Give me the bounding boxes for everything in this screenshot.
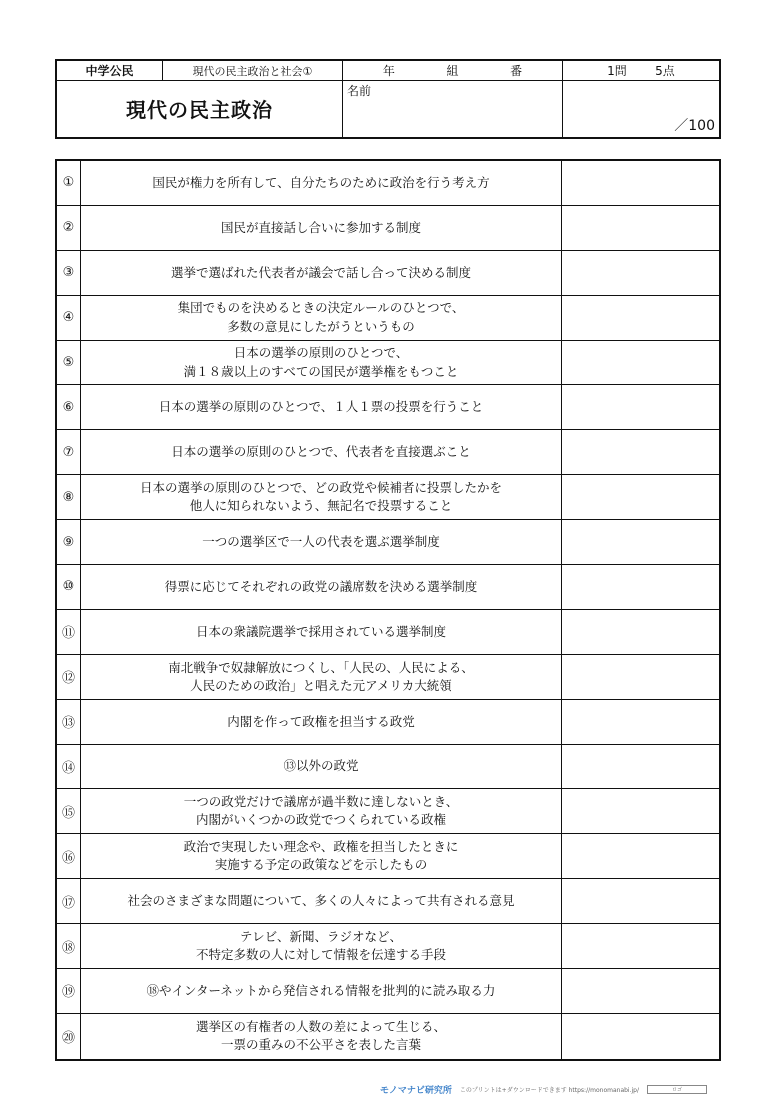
question-number: ⑯ — [57, 834, 81, 878]
question-row — [57, 565, 719, 610]
question-row — [57, 1014, 719, 1059]
header-main-row — [57, 80, 719, 137]
answer-cell[interactable] — [562, 251, 719, 295]
question-text: 日本の選挙の原則のひとつで、１人１票の投票を行うこと — [81, 385, 562, 429]
worksheet-header — [55, 59, 721, 139]
answer-cell[interactable] — [562, 475, 719, 519]
question-row — [57, 296, 719, 341]
question-number: ② — [57, 206, 81, 250]
question-row — [57, 161, 719, 206]
class-label: 組 — [446, 64, 459, 78]
name-label: 名前 — [347, 84, 372, 98]
answer-cell[interactable] — [562, 655, 719, 699]
name-field[interactable] — [343, 80, 563, 137]
question-row — [57, 700, 719, 745]
worksheet-title: 現代の民主政治 — [57, 80, 343, 137]
subject-label: 中学公民 — [57, 61, 163, 80]
answer-cell[interactable] — [562, 296, 719, 340]
answer-cell[interactable] — [562, 745, 719, 789]
year-label: 年 — [382, 64, 395, 78]
question-row — [57, 520, 719, 565]
question-text: 国民が権力を所有して、自分たちのために政治を行う考え方 — [81, 161, 562, 205]
question-text: ⑱やインターネットから発信される情報を批判的に読み取る力 — [81, 969, 562, 1013]
question-number: ⑰ — [57, 879, 81, 923]
question-number: ⑮ — [57, 789, 81, 833]
question-number: ⑧ — [57, 475, 81, 519]
points-per-question: 1問 — [607, 64, 627, 78]
question-text: 国民が直接話し合いに参加する制度 — [81, 206, 562, 250]
question-text: 得票に応じてそれぞれの政党の議席数を決める選挙制度 — [81, 565, 562, 609]
question-number: ⑩ — [57, 565, 81, 609]
class-info — [343, 61, 563, 80]
question-text: 内閣を作って政権を担当する政党 — [81, 700, 562, 744]
question-number: ⑪ — [57, 610, 81, 654]
unit-label: 現代の民主政治と社会① — [163, 61, 343, 80]
question-text: 日本の選挙の原則のひとつで、どの政党や候補者に投票したかを 他人に知られないよう、無記名で投票すること — [81, 475, 562, 519]
question-table — [55, 159, 721, 1061]
question-text: 政治で実現したい理念や、政権を担当したときに 実施する予定の政策などを示したもの — [81, 834, 562, 878]
answer-cell[interactable] — [562, 161, 719, 205]
question-text: 選挙区の有権者の人数の差によって生じる、 一票の重みの不公平さを表した言葉 — [81, 1014, 562, 1059]
answer-cell[interactable] — [562, 834, 719, 878]
question-row — [57, 475, 719, 520]
answer-cell[interactable] — [562, 879, 719, 923]
answer-cell[interactable] — [562, 610, 719, 654]
question-number: ⑤ — [57, 341, 81, 385]
answer-cell[interactable] — [562, 969, 719, 1013]
question-text: ⑬以外の政党 — [81, 745, 562, 789]
points-info — [563, 61, 719, 80]
answer-cell[interactable] — [562, 206, 719, 250]
answer-cell[interactable] — [562, 565, 719, 609]
question-text: 社会のさまざまな問題について、多くの人々によって共有される意見 — [81, 879, 562, 923]
footer-logo-box: ロゴ — [647, 1085, 707, 1094]
question-row — [57, 430, 719, 475]
answer-cell[interactable] — [562, 341, 719, 385]
question-text: 日本の選挙の原則のひとつで、 満１８歳以上のすべての国民が選挙権をもつこと — [81, 341, 562, 385]
question-text: 日本の衆議院選挙で採用されている選挙制度 — [81, 610, 562, 654]
score-field[interactable] — [563, 80, 719, 137]
question-text: 日本の選挙の原則のひとつで、代表者を直接選ぶこと — [81, 430, 562, 474]
question-text: 一つの選挙区で一人の代表を選ぶ選挙制度 — [81, 520, 562, 564]
question-row — [57, 969, 719, 1014]
question-number: ③ — [57, 251, 81, 295]
question-number: ⑳ — [57, 1014, 81, 1059]
answer-cell[interactable] — [562, 385, 719, 429]
question-row — [57, 251, 719, 296]
score-total: ／100 — [674, 118, 715, 134]
answer-cell[interactable] — [562, 430, 719, 474]
question-number: ⑫ — [57, 655, 81, 699]
question-number: ⑭ — [57, 745, 81, 789]
question-text: 一つの政党だけで議席が過半数に達しないとき、 内閣がいくつかの政党でつくられている政権 — [81, 789, 562, 833]
answer-cell[interactable] — [562, 789, 719, 833]
question-row — [57, 206, 719, 251]
question-number: ⑬ — [57, 700, 81, 744]
question-text: 南北戦争で奴隷解放につくし、「人民の、人民による、 人民のための政治」と唱えた元アメリカ大統領 — [81, 655, 562, 699]
question-number: ⑱ — [57, 924, 81, 968]
question-row — [57, 834, 719, 879]
header-info-row — [57, 61, 719, 81]
question-text: 集団でものを決めるときの決定ルールのひとつで、 多数の意見にしたがうというもの — [81, 296, 562, 340]
footer-text: このプリントは+ダウンロードできます https://monomanabi.jp/ — [459, 1086, 639, 1094]
question-number: ④ — [57, 296, 81, 340]
answer-cell[interactable] — [562, 520, 719, 564]
question-text: テレビ、新聞、ラジオなど、 不特定多数の人に対して情報を伝達する手段 — [81, 924, 562, 968]
question-row — [57, 879, 719, 924]
question-row — [57, 745, 719, 790]
question-number: ⑨ — [57, 520, 81, 564]
footer-logo: モノマナビ研究所 — [380, 1085, 452, 1096]
question-number: ⑲ — [57, 969, 81, 1013]
question-row — [57, 924, 719, 969]
question-number: ⑥ — [57, 385, 81, 429]
question-row — [57, 385, 719, 430]
question-row — [57, 610, 719, 655]
answer-cell[interactable] — [562, 700, 719, 744]
question-row — [57, 341, 719, 386]
question-text: 選挙で選ばれた代表者が議会で話し合って決める制度 — [81, 251, 562, 295]
question-row — [57, 655, 719, 700]
question-row — [57, 789, 719, 834]
answer-cell[interactable] — [562, 1014, 719, 1059]
number-label: 番 — [510, 64, 523, 78]
answer-cell[interactable] — [562, 924, 719, 968]
points-value: 5点 — [655, 64, 675, 78]
question-number: ⑦ — [57, 430, 81, 474]
footer — [380, 1081, 775, 1097]
question-number: ① — [57, 161, 81, 205]
